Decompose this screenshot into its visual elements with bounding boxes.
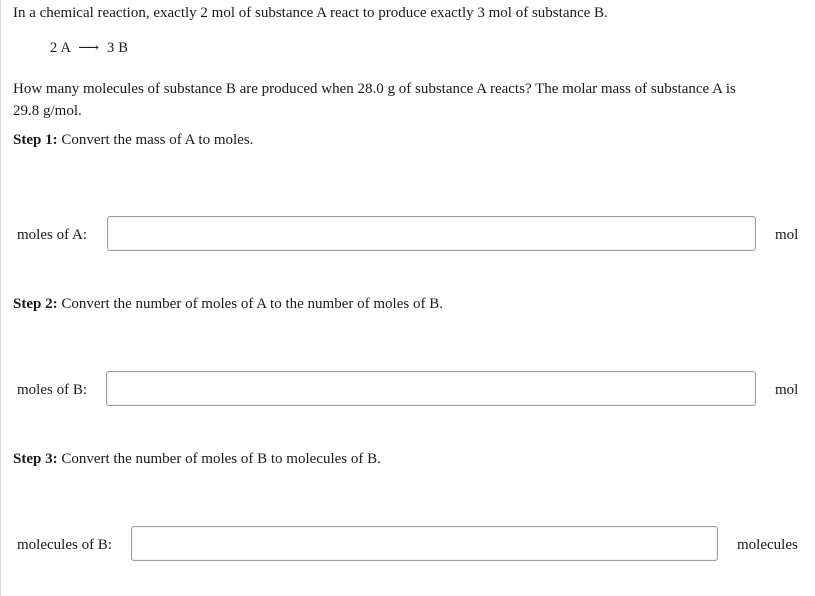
step-2-label: Step 2: <box>13 296 58 312</box>
right-species: B <box>118 40 129 56</box>
question-line-1: How many molecules of substance B are produced when 28.0 g of substance A reacts? The molar mass of substance A is <box>13 81 736 97</box>
reaction-equation <box>50 40 128 57</box>
step-1-text: Convert the mass of A to moles. <box>57 132 254 148</box>
moles-of-a-input[interactable] <box>107 216 756 251</box>
moles-of-b-input[interactable] <box>106 371 756 406</box>
question-text <box>13 78 763 122</box>
moles-of-b-unit: mol <box>775 382 799 398</box>
reaction-arrow-icon: ⟶ <box>78 40 100 56</box>
question-line-2: 29.8 g/mol. <box>13 103 82 119</box>
molecules-of-b-input[interactable] <box>131 526 718 561</box>
step-1-instruction <box>13 132 253 149</box>
right-coefficient: 3 <box>107 40 115 56</box>
moles-of-a-label: moles of A: <box>17 227 87 243</box>
left-species: A <box>60 40 71 56</box>
left-border <box>0 0 1 596</box>
step-3-text: Convert the number of moles of B to molecules of B. <box>57 451 381 467</box>
molecules-of-b-label: molecules of B: <box>17 537 112 553</box>
step-1-label: Step 1: <box>13 132 58 148</box>
intro-text: In a chemical reaction, exactly 2 mol of substance A react to produce exactly 3 mol of substance B. <box>13 5 608 21</box>
moles-of-b-label: moles of B: <box>17 382 87 398</box>
moles-of-a-unit: mol <box>775 227 799 243</box>
step-3-instruction <box>13 451 381 468</box>
step-2-text: Convert the number of moles of A to the number of moles of B. <box>57 296 443 312</box>
molecules-of-b-unit: molecules <box>737 537 798 553</box>
left-coefficient: 2 <box>50 40 58 56</box>
step-3-label: Step 3: <box>13 451 58 467</box>
step-2-instruction <box>13 296 443 313</box>
